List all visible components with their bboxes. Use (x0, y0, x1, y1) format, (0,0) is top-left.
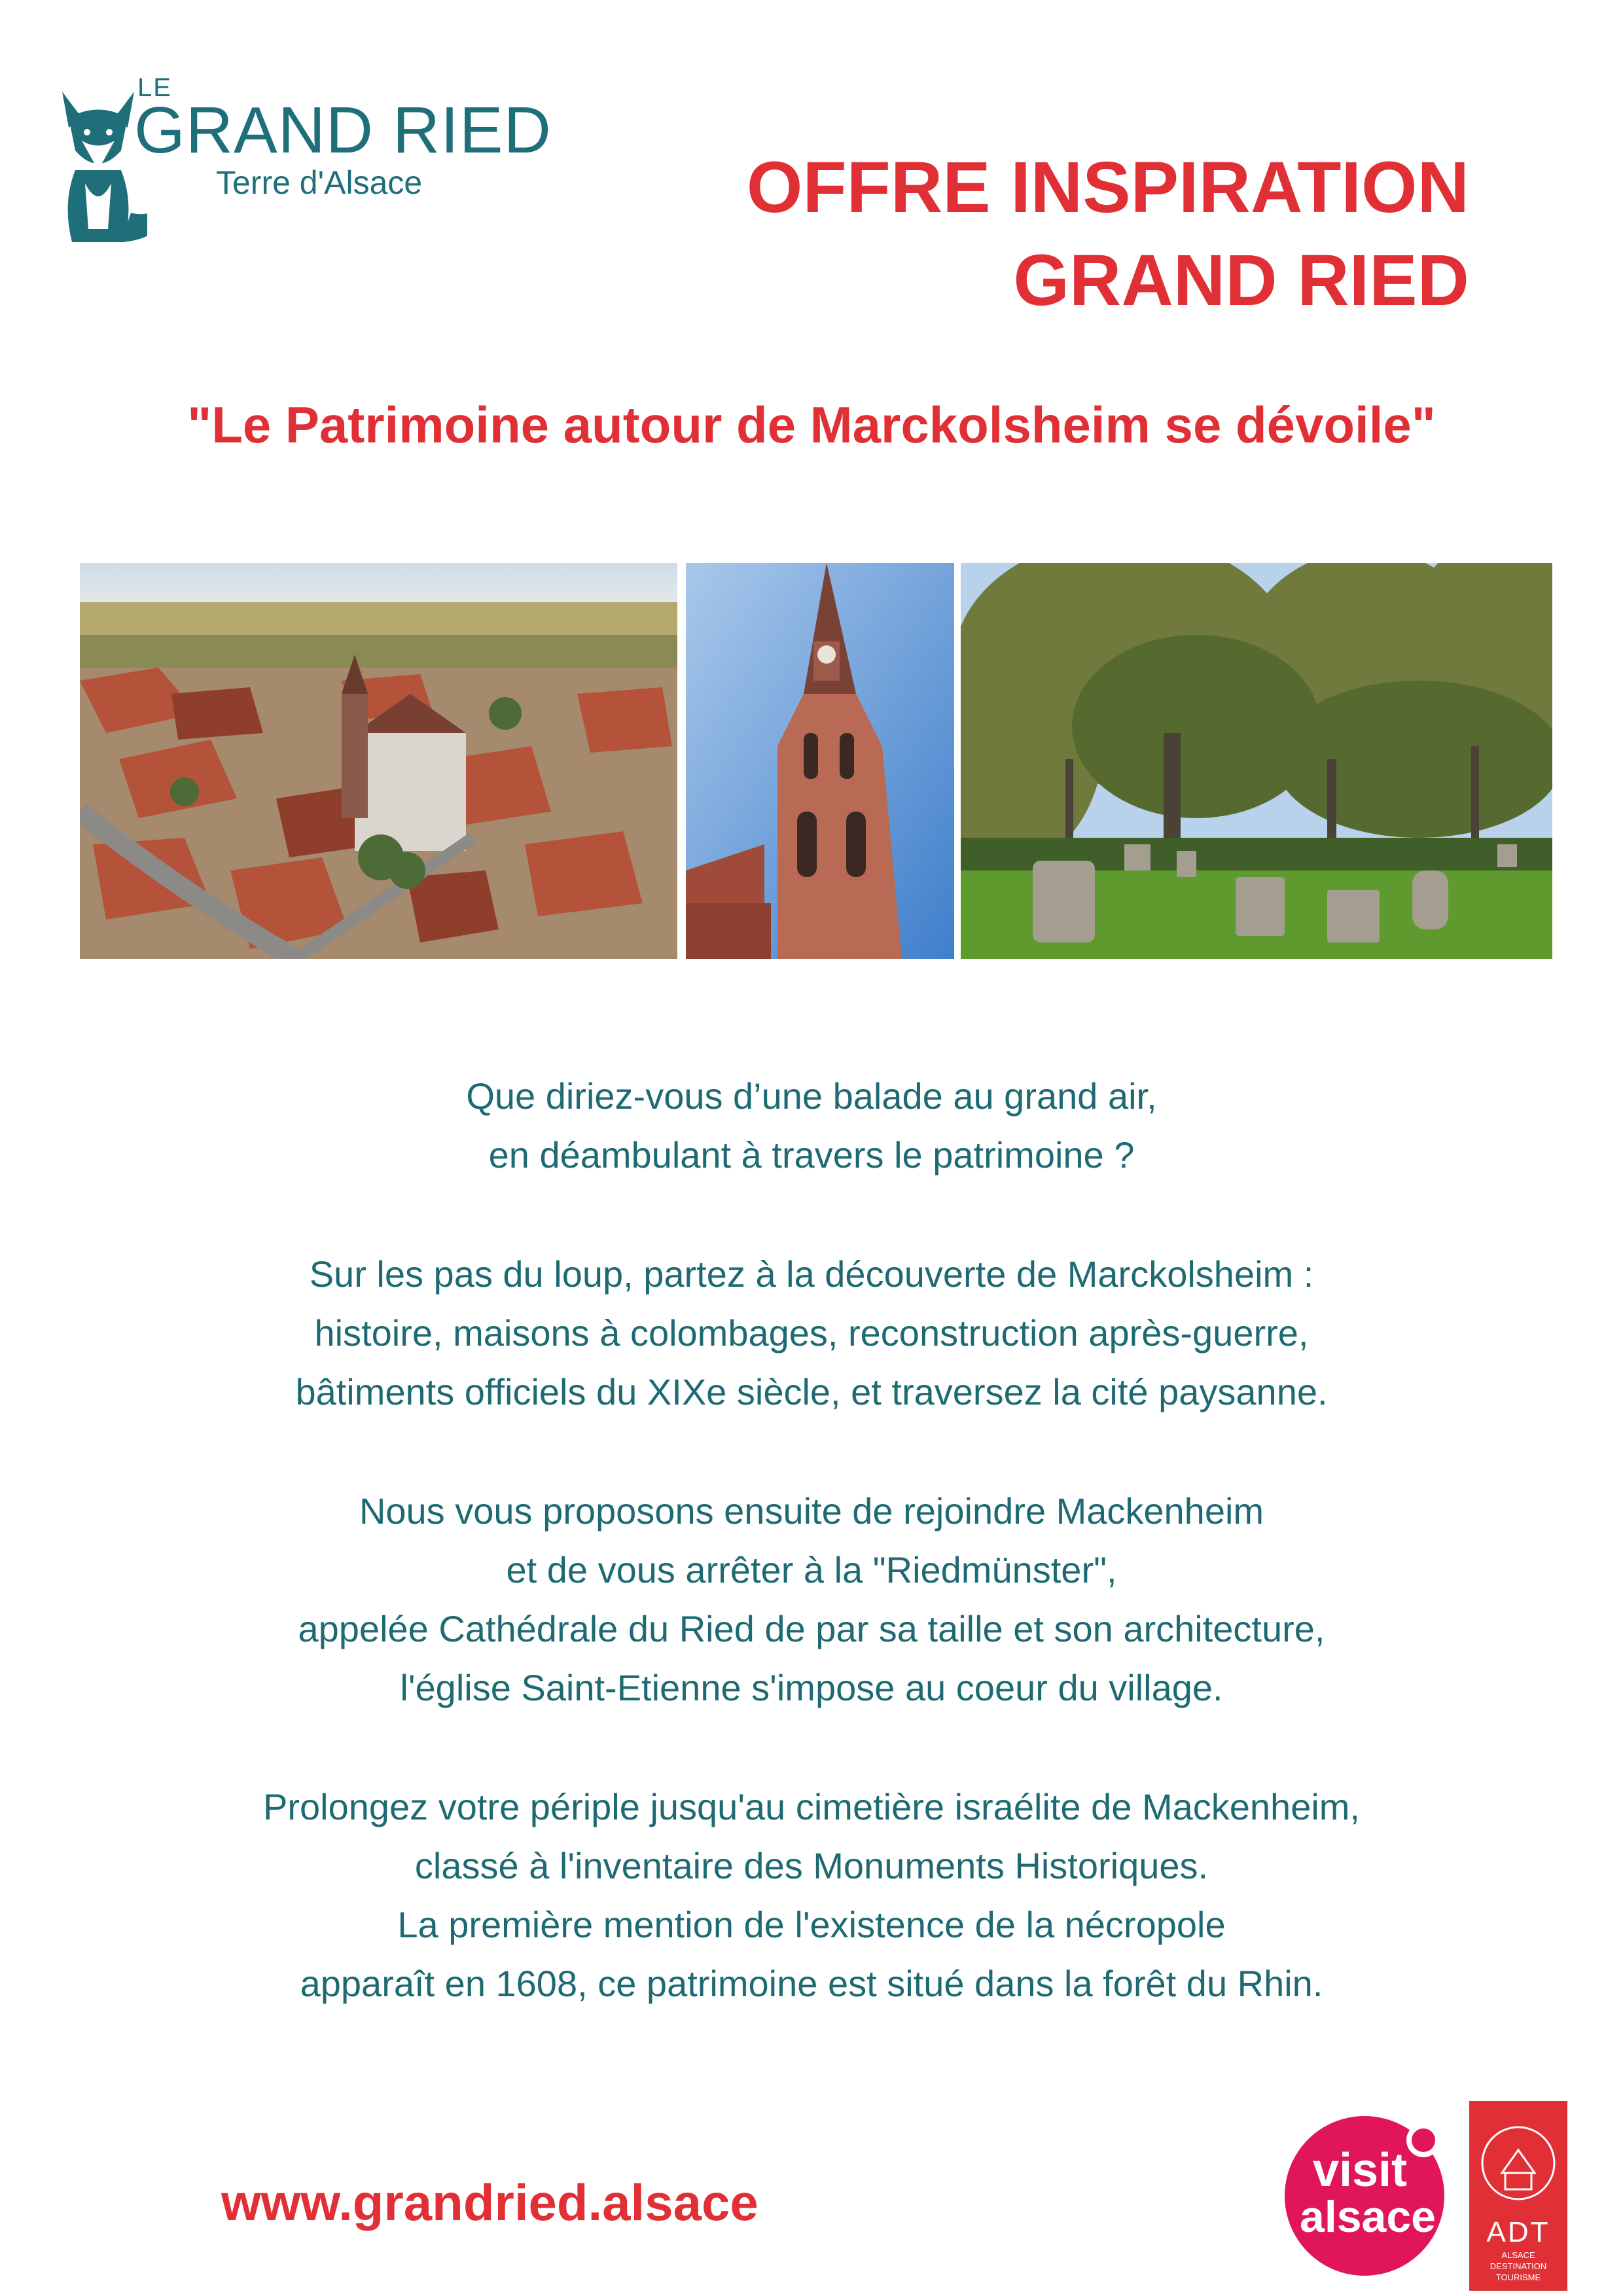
text-line: Prolongez votre périple jusqu'au cimetière israélite de Mackenheim, (263, 1786, 1360, 1827)
adt-label: ADT (1486, 2216, 1550, 2248)
visit-text: visit (1312, 2144, 1408, 2197)
website-link[interactable]: www.grandried.alsace (221, 2174, 758, 2231)
text-line: Que diriez-vous d’une balade au grand air, (466, 1075, 1157, 1117)
photo-village-aerial (80, 563, 677, 959)
grand-ried-logo (56, 65, 552, 255)
adt-sub-2: DESTINATION (1489, 2261, 1547, 2271)
visit-alsace-logo (1283, 2104, 1456, 2278)
text-line: Nous vous proposons ensuite de rejoindre Mackenheim (359, 1490, 1264, 1532)
body-text (92, 1067, 1531, 2073)
text-line: histoire, maisons à colombages, reconstruction après-guerre, (314, 1312, 1309, 1354)
logo-brand: GRAND RIED (134, 94, 552, 167)
text-line: La première mention de l'existence de la nécropole (397, 1904, 1226, 1945)
photo-cemetery-forest (961, 563, 1552, 959)
title-line-2: GRAND RIED (1013, 240, 1469, 321)
text-line: bâtiments officiels du XIXe siècle, et traversez la cité paysanne. (295, 1371, 1328, 1412)
photo-church-tower (686, 563, 954, 959)
paragraph-4 (92, 1778, 1531, 2013)
alsace-text: alsace (1300, 2192, 1436, 2242)
adt-sub-3: TOURISME (1495, 2272, 1541, 2282)
subtitle: "Le Patrimoine autour de Marckolsheim se dévoile" (187, 396, 1436, 454)
fox-icon (56, 79, 147, 249)
text-line: apparaît en 1608, ce patrimoine est situé dans la forêt du Rhin. (300, 1963, 1323, 2004)
title-line-1: OFFRE INSPIRATION (746, 147, 1469, 228)
text-line: et de vous arrêter à la "Riedmünster", (506, 1549, 1117, 1590)
text-line: l'église Saint-Etienne s'impose au coeur du village. (400, 1667, 1223, 1708)
paragraph-3 (92, 1482, 1531, 1717)
paragraph-1 (92, 1067, 1531, 1185)
adt-logo (1469, 2101, 1567, 2291)
text-line: Sur les pas du loup, partez à la découverte de Marckolsheim : (309, 1253, 1314, 1295)
logo-tagline: Terre d'Alsace (216, 164, 423, 201)
paragraph-2 (92, 1245, 1531, 1422)
adt-sub-1: ALSACE (1501, 2250, 1535, 2260)
logo-le: LE (137, 73, 172, 102)
text-line: en déambulant à travers le patrimoine ? (488, 1134, 1135, 1175)
text-line: classé à l'inventaire des Monuments Historiques. (414, 1845, 1209, 1886)
text-line: appelée Cathédrale du Ried de par sa taille et son architecture, (298, 1608, 1325, 1649)
